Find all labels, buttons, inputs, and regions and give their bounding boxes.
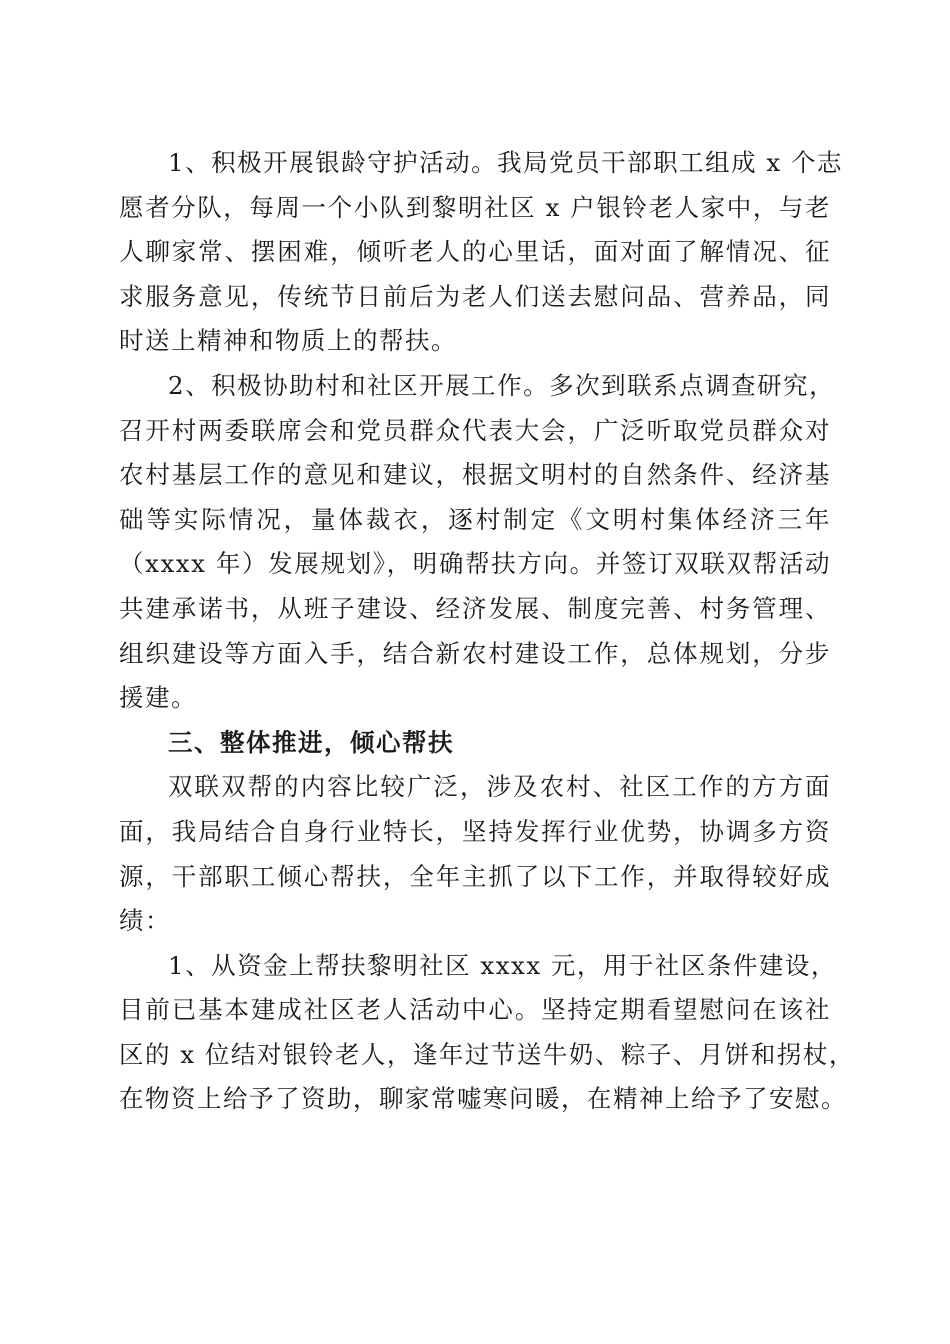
text-line: 人聊家常、摆困难，倾听老人的心里话，面对面了解情况、征 (119, 237, 831, 267)
paragraph-funding-support (119, 944, 855, 1122)
text-line: 1、积极开展银龄守护活动。我局党员干部职工组成 x 个志 (168, 148, 843, 177)
text-line: 召开村两委联席会和党员群众代表大会，广泛听取党员群众对 (119, 415, 831, 445)
section-heading-text: 三、整体推进，倾心帮扶 (168, 727, 454, 757)
text-line: 区的 x 位结对银铃老人，逢年过节送牛奶、粽子、月饼和拐杖， (119, 1039, 855, 1069)
paragraph-silver-age-care (119, 141, 843, 364)
paragraph-assist-village-community (119, 364, 836, 721)
text-line: 援建。 (119, 683, 197, 713)
text-line: 组织建设等方面入手，结合新农村建设工作，总体规划，分步 (119, 638, 831, 668)
paragraph-section-intro (119, 765, 831, 943)
text-line: 共建承诺书，从班子建设、经济发展、制度完善、村务管理、 (119, 593, 831, 623)
text-line: 求服务意见，传统节日前后为老人们送去慰问品、营养品，同 (119, 281, 831, 311)
text-line: 绩： (119, 906, 171, 936)
section-heading (119, 721, 831, 766)
text-line: （xxxx 年）发展规划》，明确帮扶方向。并签订双联双帮活动 (119, 549, 831, 579)
document-body (119, 141, 855, 1122)
text-line: 目前已基本建成社区老人活动中心。坚持定期看望慰问在该社 (119, 995, 831, 1025)
text-line: 时送上精神和物质上的帮扶。 (119, 326, 457, 356)
text-line: 愿者分队，每周一个小队到黎明社区 x 户银铃老人家中，与老 (119, 192, 831, 222)
text-line: 在物资上给予了资助，聊家常嘘寒问暖，在精神上给予了安慰。 (119, 1084, 847, 1114)
text-line: 农村基层工作的意见和建议，根据文明村的自然条件、经济基 (119, 460, 831, 490)
text-line: 面，我局结合自身行业特长，坚持发挥行业优势，协调多方资 (119, 816, 831, 846)
text-line: 础等实际情况，量体裁衣，逐村制定《文明村集体经济三年 (119, 504, 831, 534)
text-line: 2、积极协助村和社区开展工作。多次到联系点调查研究， (168, 370, 836, 400)
text-line: 源，干部职工倾心帮扶，全年主抓了以下工作，并取得较好成 (119, 861, 831, 891)
text-line: 双联双帮的内容比较广泛，涉及农村、社区工作的方方面 (168, 772, 831, 802)
text-line: 1、从资金上帮扶黎明社区 xxxx 元，用于社区条件建设， (168, 950, 837, 980)
